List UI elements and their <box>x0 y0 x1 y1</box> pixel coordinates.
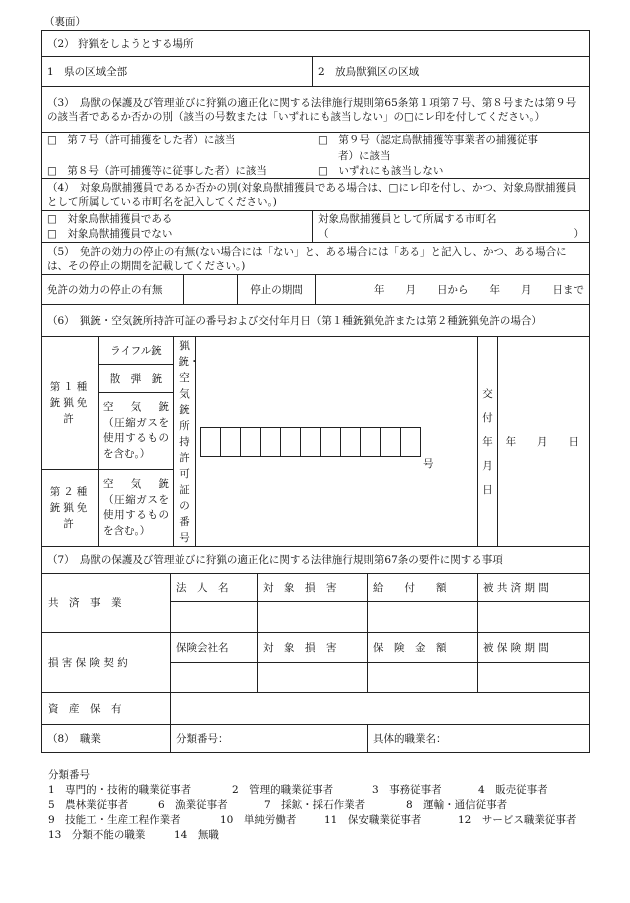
mutual-col-period: 被 共 済 期 間 <box>478 574 590 602</box>
section-3-heading: （3） 鳥獣の保護及び管理並びに狩猟の適正化に関する法律施行規則第65条第１項第７号、第８号または第９号の該当者であるか否かの別（該当の号数または「いずれにも該当しない」の□にレ印を付してください。） <box>42 87 590 133</box>
checkbox-no9[interactable]: □ 第９号（認定鳥獣捕獲等事業者の捕獲従事 <box>318 134 538 146</box>
insurance-col-period: 被 保 険 期 間 <box>478 633 590 663</box>
suspension-input[interactable] <box>184 275 238 305</box>
class-no-input[interactable]: 分類番号： <box>171 725 368 753</box>
insurance-period-input[interactable] <box>478 663 590 693</box>
legend-row-2 <box>48 798 593 813</box>
city-input[interactable] <box>318 227 584 242</box>
insurance-company-input[interactable] <box>171 663 258 693</box>
mutual-corp-input[interactable] <box>171 602 258 633</box>
license-type-1: 第１種銃猟免許 <box>42 337 99 470</box>
permit-digit-boxes[interactable] <box>201 427 421 457</box>
section-2-heading: （2） 狩猟をしようとする場所 <box>42 31 590 57</box>
period-label: 停止の期間 <box>238 275 316 305</box>
legend-item: 7 採鉱・採石作業者 <box>264 799 366 811</box>
legend-item: 14 無職 <box>174 829 219 841</box>
legend-item: 6 漁業従事者 <box>158 799 228 811</box>
insurance-label: 損 害 保 険 契 約 <box>42 633 171 693</box>
legend-item: 10 単純労働者 <box>220 814 297 826</box>
legend-item: 8 運輸・通信従事者 <box>406 799 508 811</box>
city-paren-open: （ <box>318 227 329 240</box>
section-7-requirements <box>41 546 590 725</box>
insurance-col-damage: 対 象 損 害 <box>258 633 368 663</box>
section-4-target-hunter <box>41 178 590 243</box>
legend-row-3 <box>48 813 593 828</box>
section-6-gun-permit <box>41 304 590 547</box>
specific-occupation-input[interactable]: 具体的職業名： <box>368 725 590 753</box>
section-6-heading: （6） 猟銃・空気銃所持許可証の番号および交付年月日（第１種銃猟免許または第２種銃猟免許の場合） <box>42 305 590 337</box>
page-label: （裏面） <box>44 16 86 28</box>
mutual-col-corp: 法 人 名 <box>171 574 258 602</box>
section-8-heading: （8） 職業 <box>42 725 171 753</box>
legend-item: 9 技能工・生産工程作業者 <box>48 814 181 826</box>
application-form-back <box>41 30 589 753</box>
issue-date-input[interactable]: 年 月 日 <box>498 337 590 547</box>
legend-item: 5 農林業従事者 <box>48 799 129 811</box>
section-5-suspension <box>41 242 590 305</box>
gun-airgun-type2[interactable]: 空 気 銃（圧縮ガスを使用するものを含む。） <box>99 470 174 547</box>
city-paren-close: ） <box>573 227 584 240</box>
checkbox-none[interactable]: □ いずれにも該当しない <box>318 164 444 177</box>
legend-item: 13 分類不能の職業 <box>48 829 146 841</box>
permit-go: 号 <box>423 457 434 470</box>
section-3-applicability <box>41 86 590 179</box>
checkbox-no9-continued: 者）に該当 <box>338 149 391 162</box>
legend-row-1 <box>48 783 593 798</box>
insurance-amount-input[interactable] <box>368 663 478 693</box>
mutual-aid-label: 共 済 事 業 <box>42 574 171 633</box>
checkbox-no8[interactable]: □ 第８号（許可捕獲等に従事した者）に該当 <box>47 164 267 177</box>
license-type-2: 第２種銃猟免許 <box>42 470 99 547</box>
occupation-classification-legend <box>48 768 593 843</box>
mutual-col-amount: 給 付 額 <box>368 574 478 602</box>
mutual-amount-input[interactable] <box>368 602 478 633</box>
permit-no-input[interactable] <box>196 337 478 547</box>
checkbox-no7[interactable]: □ 第７号（許可捕獲をした者）に該当 <box>47 134 236 146</box>
insurance-col-amount: 保 険 金 額 <box>368 633 478 663</box>
gun-rifle[interactable]: ライフル銃 <box>99 337 174 365</box>
permit-no-label: 猟銃・空気銃所持許可証の番号 <box>174 337 196 547</box>
legend-item: 3 事務従事者 <box>372 784 442 796</box>
mutual-period-input[interactable] <box>478 602 590 633</box>
issue-date-label: 交付年月日 <box>478 337 498 547</box>
gun-shotgun[interactable]: 散 弾 銃 <box>99 365 174 393</box>
period-input[interactable]: 年 月 日から 年 月 日まで <box>316 275 590 305</box>
mutual-col-damage: 対 象 損 害 <box>258 574 368 602</box>
checkbox-not-target-hunter[interactable]: □ 対象鳥獣捕獲員でない <box>47 227 173 240</box>
assets-label: 資 産 保 有 <box>42 693 171 725</box>
section-2-hunting-location <box>41 30 590 87</box>
location-option-release-area[interactable]: 2 放鳥獣猟区の区域 <box>313 57 590 87</box>
legend-row-4 <box>48 828 593 843</box>
city-label: 対象鳥獣捕獲員として所属する市町名 <box>318 212 497 225</box>
checkbox-is-target-hunter[interactable]: □ 対象鳥獣捕獲員である <box>47 212 173 225</box>
legend-item: 11 保安職業従事者 <box>324 814 422 826</box>
section-8-occupation <box>41 724 590 753</box>
assets-input[interactable] <box>171 693 590 725</box>
legend-item: 2 管理的職業従事者 <box>232 784 334 796</box>
legend-item: 1 専門的・技術的職業従事者 <box>48 784 192 796</box>
legend-item: 4 販売従事者 <box>478 784 548 796</box>
insurance-col-company: 保険会社名 <box>171 633 258 663</box>
mutual-damage-input[interactable] <box>258 602 368 633</box>
location-option-prefecture[interactable]: 1 県の区域全部 <box>42 57 313 87</box>
legend-title: 分類番号 <box>48 769 90 781</box>
insurance-damage-input[interactable] <box>258 663 368 693</box>
legend-item: 12 サービス職業従事者 <box>458 814 577 826</box>
section-5-heading: （5） 免許の効力の停止の有無(ない場合には「ない」と、ある場合には「ある」と記入し、かつ、ある場合には、その停止の期間を記載してください。) <box>42 243 590 275</box>
section-7-heading: （7） 鳥獣の保護及び管理並びに狩猟の適正化に関する法律施行規則第67条の要件に関する事項 <box>42 547 590 574</box>
section-4-heading: （4） 対象鳥獣捕獲員であるか否かの別(対象鳥獣捕獲員である場合は、□にレ印を付し、かつ、対象鳥獣捕獲員として所属している市町名を記入してください。) <box>42 179 590 211</box>
gun-airgun-type1[interactable]: 空 気 銃（圧縮ガスを使用するものを含む。） <box>99 393 174 470</box>
suspension-label: 免許の効力の停止の有無 <box>42 275 184 305</box>
